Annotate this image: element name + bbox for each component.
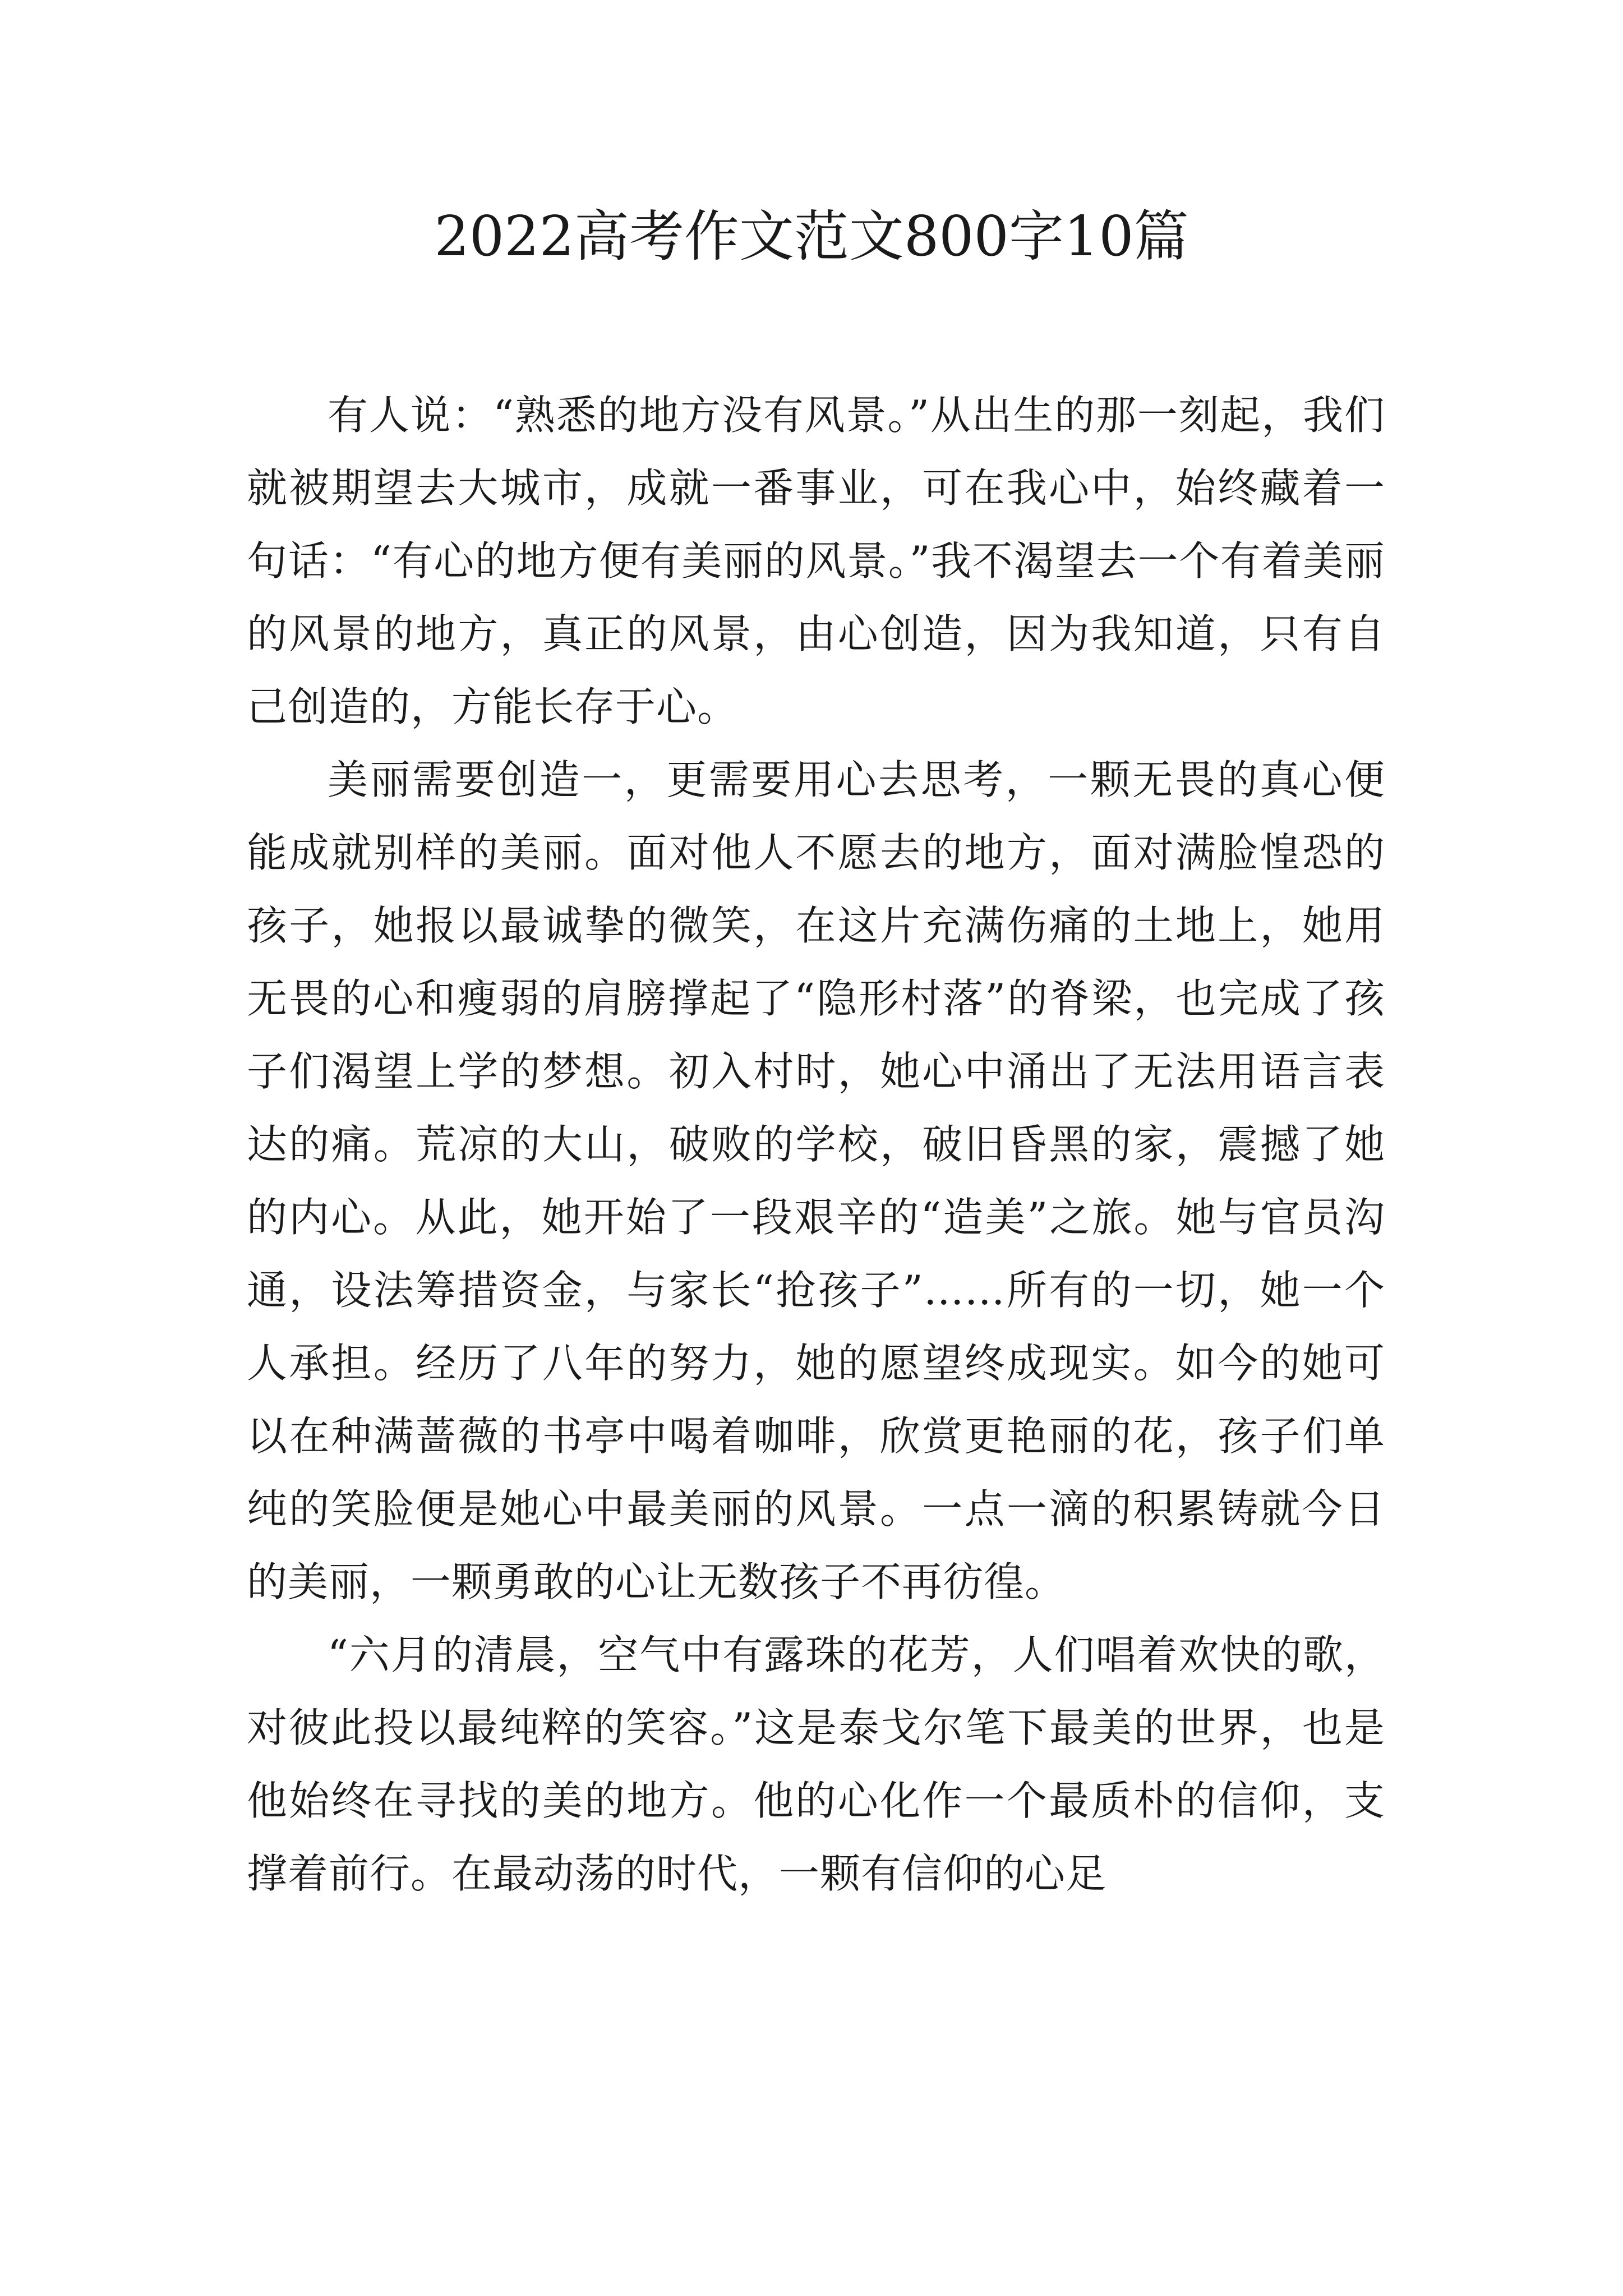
document-title: 2022高考作文范文800字10篇	[434, 205, 1189, 269]
body-paragraph-1: 有人说：“熟悉的地方没有风景。”从出生的那一刻起，我们就被期望去大城市，成就一番事业，可在我心中，始终藏着一句话：“有心的地方便有美丽的风景。”我不渴望去一个有着美丽的风景的地方，真正的风景，由心创造，因为我知道，只有自己创造的，方能长存于心。	[247, 392, 1385, 730]
document-body	[247, 379, 1385, 1910]
body-paragraph-3: “六月的清晨，空气中有露珠的花芳，人们唱着欢快的歌，对彼此投以最纯粹的笑容。”这是泰戈尔笔下最美的世界，也是他始终在寻找的美的地方。他的心化作一个最质朴的信仰，支撑着前行。在最动荡的时代，一颗有信仰的心足	[247, 1631, 1385, 1897]
body-paragraph-2: 美丽需要创造一，更需要用心去思考，一颗无畏的真心便能成就别样的美丽。面对他人不愿去的地方，面对满脸惶恐的孩子，她报以最诚挚的微笑，在这片充满伤痛的土地上，她用无畏的心和瘦弱的肩膀撑起了“隐形村落”的脊梁，也完成了孩子们渴望上学的梦想。初入村时，她心中涌出了无法用语言表达的痛。荒凉的大山，破败的学校，破旧昏黑的家，震撼了她的内心。从此，她开始了一段艰辛的“造美”之旅。她与官员沟通，设法筹措资金，与家长“抢孩子”……所有的一切，她一个人承担。经历了八年的努力，她的愿望终成现实。如今的她可以在种满蔷薇的书亭中喝着咖啡，欣赏更艳丽的花，孩子们单纯的笑脸便是她心中最美丽的风景。一点一滴的积累铸就今日的美丽，一颗勇敢的心让无数孩子不再彷徨。	[247, 756, 1385, 1605]
